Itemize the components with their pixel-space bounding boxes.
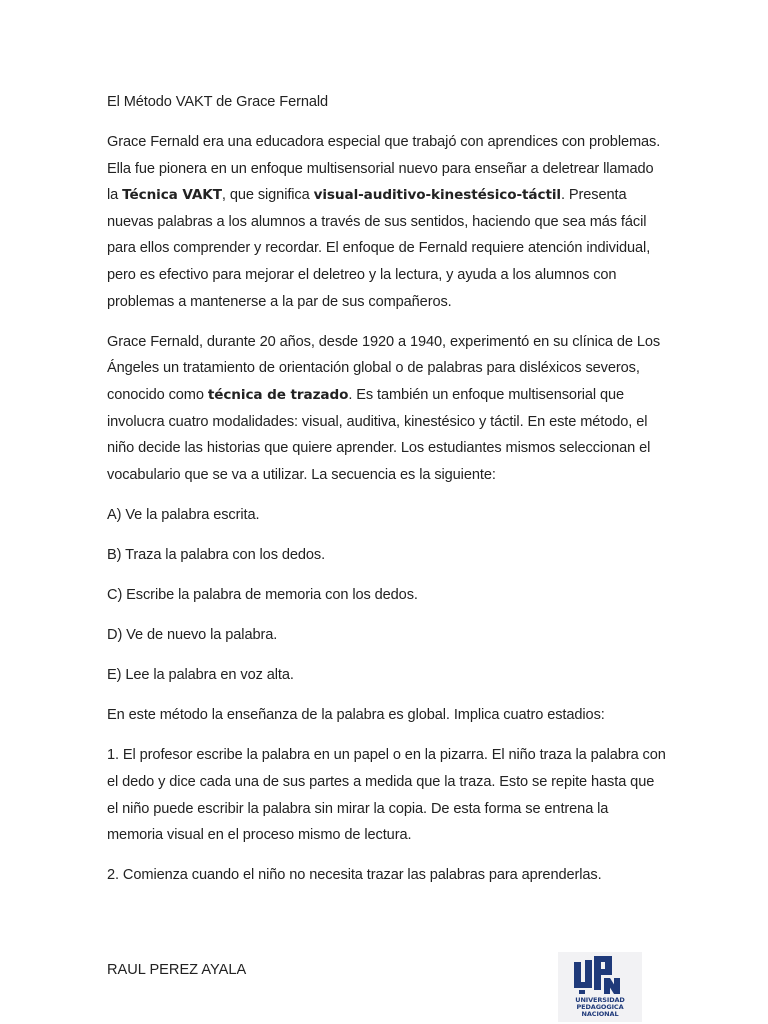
logo-text-universidad: UNIVERSIDAD <box>575 996 625 1004</box>
logo-text-nacional: NACIONAL <box>581 1010 619 1018</box>
bold-term-vakt: Técnica VAKT <box>122 187 222 204</box>
document-title: El Método VAKT de Grace Fernald <box>107 94 329 110</box>
paragraph-stages-intro: En este método la enseñanza de la palabra es global. Implica cuatro estadios: <box>107 707 605 724</box>
bold-term-trazado: técnica de trazado <box>207 386 349 403</box>
paragraph-intro-text-a: Grace Fernald era una educadora especial que trabajó con aprendices con problemas. Ella fue pionera en un enfoque multisensorial nuevo para enseñar a deletrear llamado la <box>107 134 661 204</box>
step-e: E) Lee la palabra en voz alta. <box>107 667 294 684</box>
footer-author: RAUL PEREZ AYALA <box>107 962 247 978</box>
step-c: C) Escribe la palabra de memoria con los dedos. <box>107 587 418 603</box>
upn-logo-mark-icon <box>558 952 642 998</box>
paragraph-intro-text-c: , que significa <box>221 187 314 204</box>
stage-1: 1. El profesor escribe la palabra en un papel o en la pizarra. El niño traza la palabra con el dedo y dice cada una de sus partes a medida que la traza. Esto se repite hasta que el niño puede escribir la palabra sin mirar la copia. De esta forma se entrena la memoria visual en el proceso mismo de lectura. <box>107 747 666 844</box>
paragraph-history-text-c: . Es también un enfoque multisensorial que involucra cuatro modalidades: visual, auditiva, kinestésico y táctil. En este método, el niño decide las historias que quiere aprender. Los estudiantes mismos seleccionan el vocabulario que se va a utilizar. La secuencia es la siguiente: <box>107 386 651 483</box>
stage-2: 2. Comienza cuando el niño no necesita trazar las palabras para aprenderlas. <box>107 867 602 884</box>
university-logo <box>558 952 642 1022</box>
logo-text-pedagogica: PEDAGOGICA <box>576 1003 624 1011</box>
paragraph-history <box>107 329 667 489</box>
step-a: A) Ve la palabra escrita. <box>107 506 260 523</box>
paragraph-intro <box>107 129 667 315</box>
step-b: B) Traza la palabra con los dedos. <box>107 546 326 563</box>
bold-term-vakt-meaning: visual-auditivo-kinestésico-táctil <box>313 187 561 204</box>
step-d: D) Ve de nuevo la palabra. <box>107 627 278 644</box>
paragraph-intro-text-d: . Presenta nuevas palabras a los alumnos a través de sus sentidos, haciendo que sea más fácil para ellos comprender y recordar. El enfoque de Fernald requiere atención individual, pero es efectivo para mejorar el deletreo y la lectura, y ayuda a los alumnos con problemas a mantenerse a la par de sus compañeros. <box>107 187 651 310</box>
document-body <box>107 89 667 902</box>
paragraph-history-text-a: Grace Fernald, durante 20 años, desde 1920 a 1940, experimentó en su clínica de Los Ángeles un tratamiento de orientación global o de palabras para disléxicos severos, conocido como <box>107 333 661 403</box>
